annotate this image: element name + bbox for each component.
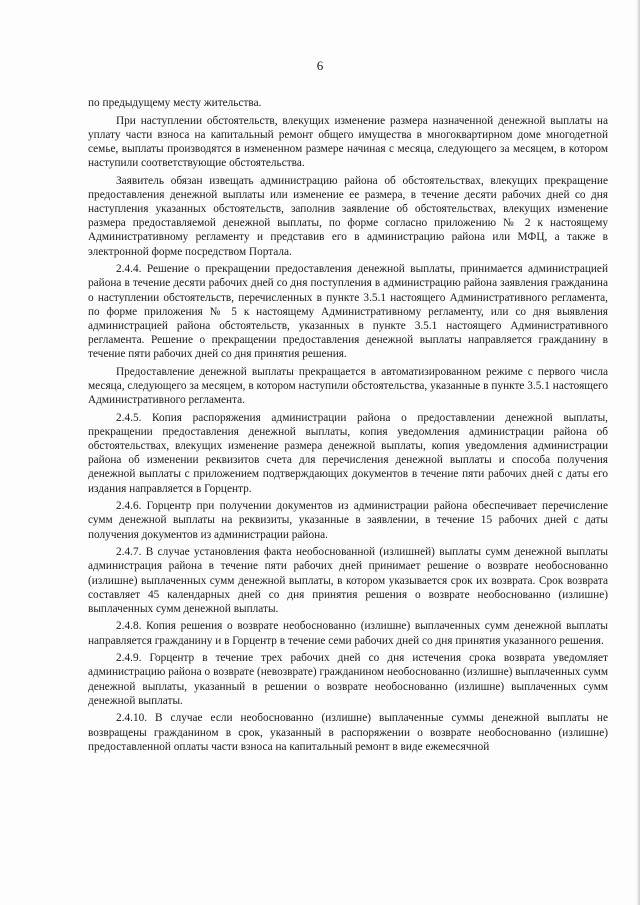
paragraph-2-4-8: 2.4.8. Копия решения о возврате необоснованно (излишне) выплаченных сумм денежной выплаты направляется гражданину и в Горцентр в течение семи рабочих дней со дня принятия указанного решения. — [88, 620, 608, 647]
paragraph-payment-change: При наступлении обстоятельств, влекущих изменение размера назначенной денежной выплаты на уплату части взноса на капитальный ремонт общего имущества в многоквартирном доме многодетной семье, выплаты производятся в измененном размере начиная с месяца, следующего за месяцем, в котором наступили соответствующие обстоятельства. — [88, 114, 608, 170]
paragraph-2-4-10: 2.4.10. В случае если необоснованно (излишне) выплаченные суммы денежной выплаты не возвращены гражданином в срок, указанный в распоряжении о возврате необоснованно (излишне) предоставленной оплаты части взноса на капитальный ремонт в виде ежемесячной — [88, 712, 608, 753]
paragraph-2-4-5: 2.4.5. Копия распоряжения администрации района о предоставлении денежной выплаты, прекращении предоставления денежной выплаты, копия уведомления администрации района об обстоятельствах, влекущих изменение размера денежной выплаты, копия уведомления администрации района об изменении реквизитов счета для перечисления денежной выплаты и способа получения денежной выплаты с приложением подтверждающих документов в течение пяти рабочих дней с даты его издания направляется в Горцентр. — [88, 411, 608, 495]
paragraph-2-4-4: 2.4.4. Решение о прекращении предоставления денежной выплаты, принимается администрацией района в течение десяти рабочих дней со дня поступления в администрацию района заявления гражданина о наступлении обстоятельств, перечисленных в пункте 3.5.1 настоящего Административного регламента, по форме приложения № 5 к настоящему Административному регламенту, или со дня выявления администрацией района обстоятельств, указанных в пункте 3.5.1 настоящего Административного регламента. Решение о прекращении предоставления денежной выплаты направляется гражданину в течение пяти рабочих дней со дня принятия решения. — [88, 263, 608, 361]
scan-edge-shadow — [636, 0, 640, 905]
paragraph-2-4-7: 2.4.7. В случае установления факта необоснованной (излишней) выплаты сумм денежной выплаты администрация района в течение пяти рабочих дней принимает решение о возврате необоснованно (излишне) выплаченных сумм денежной выплаты, в котором указывается срок их возврата. Срок возврата составляет 45 календарных дней со дня принятия решения о возврате необоснованно (излишне) выплаченных сумм денежной выплаты. — [88, 546, 608, 615]
page-number: 6 — [316, 58, 324, 73]
paragraph-applicant-obligation: Заявитель обязан извещать администрацию района об обстоятельствах, влекущих прекращение предоставления денежной выплаты или изменение ее размера, в течение десяти рабочих дней со дня наступления указанных обстоятельств, заполнив заявление об обстоятельствах, влекущих изменение размера предоставляемой денежной выплаты, по форме согласно приложению № 2 к настоящему Административному регламенту и представив его в администрацию района или МФЦ, а также в электронной форме посредством Портала. — [88, 174, 608, 258]
paragraph-2-4-9: 2.4.9. Горцентр в течение трех рабочих дней со дня истечения срока возврата уведомляет администрацию района о возврате (невозврате) гражданином необоснованно (излишне) выплаченных сумм денежной выплаты, указанный в решении о возврате необоснованно (излишне) выплаченных сумм денежной выплаты. — [88, 652, 608, 707]
paragraph-continuation: по предыдущему месту жительства. — [88, 97, 262, 109]
paragraph-termination-auto: Предоставление денежной выплаты прекращается в автоматизированном режиме с первого числа месяца, следующего за месяцем, в котором наступили обстоятельства, указанные в пункте 3.5.1 настоящего Административного регламента. — [88, 365, 608, 407]
paragraph-2-4-6: 2.4.6. Горцентр при получении документов из администрации района обеспечивает перечисление сумм денежной выплаты на реквизиты, указанные в заявлении, в течение 15 рабочих дней с даты получения документов из администрации района. — [88, 500, 608, 541]
document-body — [88, 96, 608, 757]
